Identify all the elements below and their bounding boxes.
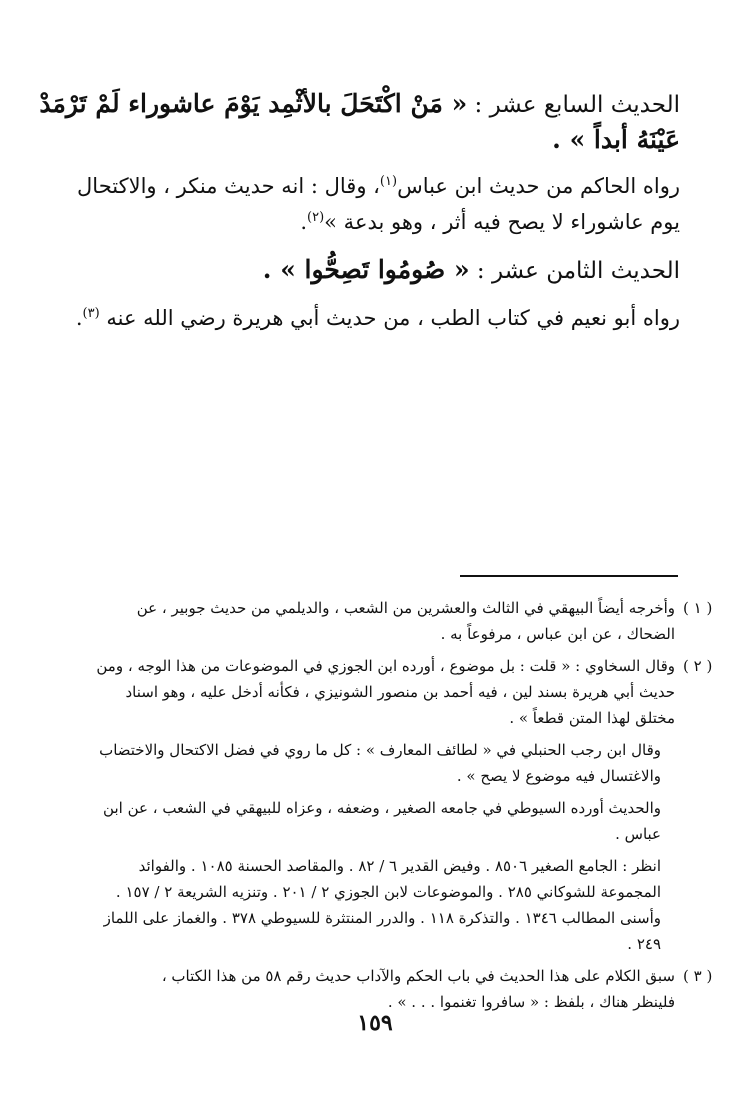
- para-1-text-c: يوم عاشوراء لا يصح فيه أثر ، وهو بدعة »: [324, 210, 680, 234]
- para-2-text: رواه أبو نعيم في كتاب الطب ، من حديث أبي هريرة رضي الله عنه: [106, 306, 680, 330]
- footnote-2-p4-line-4: ٢٤٩ .: [627, 935, 661, 953]
- footnote-2-p3-line-1: والحديث أورده السيوطي في جامعه الصغير ، وضعفه ، وعزاه للبيهقي في الشعب ، عن ابن: [103, 799, 661, 817]
- footnote-3: [118, 963, 713, 1015]
- footnote-2-line-1: وقال السخاوي : « قلت : بل موضوع ، أورده ابن الجوزي في الموضوعات من هذا الوجه ، ومن: [96, 657, 675, 675]
- para-2-line: [75, 306, 680, 330]
- hadith-17-text: « مَنْ اكْتَحَلَ بالأثْمِد يَوْمَ عاشوراء لَمْ تَرْمَدْ: [39, 89, 468, 118]
- page-number: ١٥٩: [357, 1010, 393, 1036]
- footnotes: [96, 595, 713, 1021]
- main-text: [39, 84, 680, 344]
- footnote-2-p4-line-3: وأسنى المطالب ١٣٤٦ . والتذكرة ١١٨ . والدرر المنتثرة للسيوطي ٣٧٨ . والغماز على اللماز: [103, 909, 661, 927]
- footnote-3-line-2: فلينظر هناك ، بلفظ : « سافروا تغنموا . . . » .: [387, 993, 675, 1011]
- footnote-ref-1: (١): [379, 174, 398, 189]
- hadith-18-text: « صُومُوا تَصِحُّوا » .: [262, 255, 470, 284]
- hadith-17-line-1: [39, 84, 680, 125]
- para-1-line-2: [100, 210, 680, 234]
- para-2-end: .: [75, 306, 83, 330]
- footnote-2-p3-line-2: عباس .: [615, 825, 661, 843]
- footnote-ref-2: (٢): [307, 210, 325, 225]
- footnote-2-line-3: مختلق لهذا المتن قطعاً » .: [509, 709, 675, 727]
- para-1-text-a: رواه الحاكم من حديث ابن عباس: [397, 174, 680, 198]
- footnote-2: [96, 653, 713, 731]
- footnote-3-line-1: سبق الكلام على هذا الحديث في باب الحكم والآداب حديث رقم ٥٨ من هذا الكتاب ،: [161, 967, 675, 985]
- footnote-2-marker: ( ٢ ): [683, 657, 713, 675]
- para-1-text-b: ، وقال : انه حديث منكر ، والاكتحال: [77, 174, 380, 198]
- para-1-line-1: [77, 174, 680, 198]
- footnote-2-p2-line-1: وقال ابن رجب الحنبلي في « لطائف المعارف » : كل ما روي في فضل الاكتحال والاختضاب: [99, 741, 661, 759]
- footnote-2-p2-line-2: والاغتسال فيه موضوع لا يصح » .: [456, 767, 661, 785]
- footnote-1-line-2: الضحاك ، عن ابن عباس ، مرفوعاً به .: [440, 625, 675, 643]
- hadith-18-line: [100, 250, 680, 291]
- footnote-separator: [460, 575, 678, 577]
- footnote-2-line-2: حديث أبي هريرة بسند لين ، فيه أحمد بن منصور الشونيزي ، فكأنه أدخل عليه ، وهو اسناد: [125, 683, 675, 701]
- footnote-2-p4-line-1: انظر : الجامع الصغير ٨٥٠٦ . وفيض القدير ٦ / ٨٢ . والمقاصد الحسنة ١٠٨٥ . والفوائد: [138, 857, 661, 875]
- footnote-2-paragraph-2: [99, 737, 675, 789]
- footnote-3-marker: ( ٣ ): [683, 967, 713, 985]
- footnote-ref-3: (٣): [82, 306, 100, 321]
- hadith-17-text-cont: عَيْنَهُ أبداً » .: [552, 125, 680, 154]
- footnote-1-marker: ( ١ ): [683, 599, 713, 617]
- hadith-17-prefix: الحديث السابع عشر :: [467, 92, 680, 118]
- footnote-1: [118, 595, 713, 647]
- para-1-text-d: .: [300, 210, 308, 234]
- hadith-18-prefix: الحديث الثامن عشر :: [469, 258, 680, 284]
- footnote-2-paragraph-3: [103, 795, 675, 847]
- footnote-2-paragraph-4: [103, 853, 675, 957]
- footnote-2-p4-line-2: المجموعة للشوكاني ٢٨٥ . والموضوعات لابن الجوزي ٢ / ٢٠١ . وتنزيه الشريعة ٢ / ١٥٧ .: [115, 883, 661, 901]
- footnote-1-line-1: وأخرجه أيضاً البيهقي في الثالث والعشرين من الشعب ، والديلمي من حديث جوبير ، عن: [136, 599, 675, 617]
- hadith-17-line-2: [100, 120, 680, 161]
